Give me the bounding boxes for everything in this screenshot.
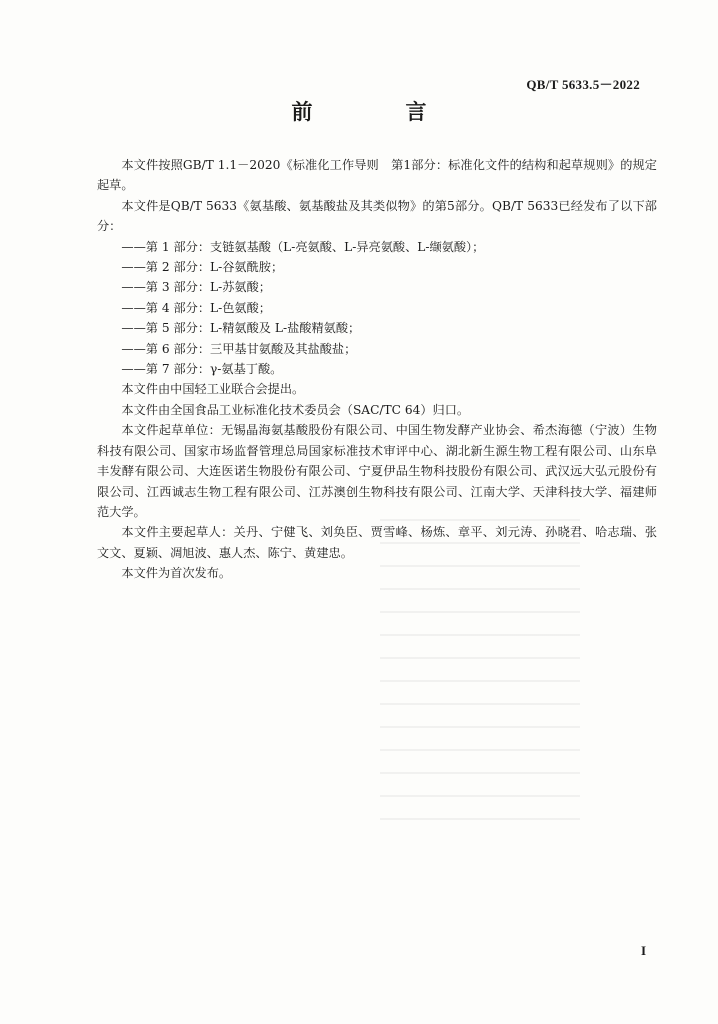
document-code: QB/T 5633.5－2022 bbox=[526, 77, 640, 92]
paragraph-committee: 本文件由全国食品工业标准化技术委员会（SAC/TC 64）归口。 bbox=[121, 402, 470, 417]
paragraph-first-release: 本文件为首次发布。 bbox=[121, 566, 232, 581]
paragraph-series-intro: 本文件是QB/T 5633《氨基酸、氨基酸盐及其类似物》的第5部分。QB/T 5633已经发布了以下部分： bbox=[97, 198, 657, 234]
page-title: 前 言 bbox=[291, 99, 463, 124]
list-item: ——第 4 部分：L-色氨酸； bbox=[121, 300, 271, 315]
paragraph-drafting-units: 本文件起草单位：无锡晶海氨基酸股份有限公司、中国生物发酵产业协会、希杰海德（宁波）生物科技有限公司、国家市场监督管理总局国家标准技术审评中心、湖北新生源生物工程有限公司、山东阜丰发酵有限公司、大连医诺生物股份有限公司、宁夏伊品生物科技股份有限公司、武汉远大弘元股份有限公司、江西诚志生物工程有限公司、江苏澳创生物科技有限公司、江南大学、天津科技大学、福建师范大学。 bbox=[97, 423, 657, 519]
page-number: I bbox=[640, 943, 646, 958]
list-item: ——第 7 部分：γ-氨基丁酸。 bbox=[121, 362, 283, 377]
paragraph-drafting-rules: 本文件按照GB/T 1.1－2020《标准化工作导则 第1部分：标准化文件的结构和起草规则》的规定起草。 bbox=[97, 158, 657, 193]
paragraph-drafters: 本文件主要起草人：关丹、宁健飞、刘奂臣、贾雪峰、杨炼、章平、刘元涛、孙晓君、哈志瑞、张文文、夏颖、凋旭波、惠人杰、陈宁、黄建忠。 bbox=[97, 525, 657, 560]
list-item: ——第 6 部分：三甲基甘氨酸及其盐酸盐； bbox=[121, 341, 357, 356]
list-item: ——第 2 部分：L-谷氨酰胺； bbox=[121, 260, 284, 275]
paragraph-proposer: 本文件由中国轻工业联合会提出。 bbox=[121, 382, 305, 397]
list-item: ——第 3 部分：L-苏氨酸； bbox=[121, 280, 271, 295]
list-item: ——第 5 部分：L-精氨酸及 L-盐酸精氨酸； bbox=[121, 321, 361, 336]
foreword-body bbox=[97, 155, 657, 584]
list-item: ——第 1 部分：支链氨基酸（L-亮氨酸、L-异亮氨酸、L-缬氨酸）； bbox=[121, 239, 485, 254]
